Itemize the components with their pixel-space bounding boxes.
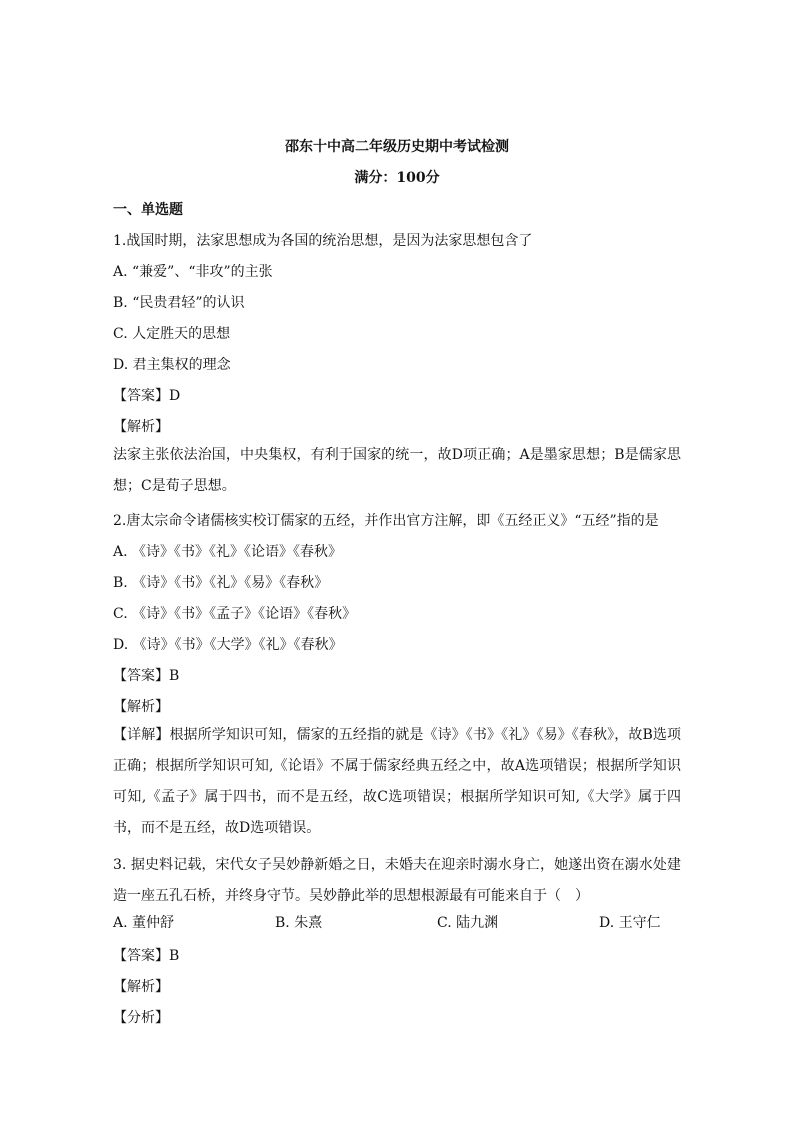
question-2-answer: 【答案】B	[113, 668, 180, 684]
question-1-analysis-label: 【解析】	[113, 419, 169, 435]
document-title: 邵东十中高二年级历史期中考试检测	[285, 139, 509, 155]
question-1-option-d: D. 君主集权的理念	[113, 357, 231, 373]
question-2-stem: 2.唐太宗命令诸儒核实校订儒家的五经，并作出官方注解，即《五经正义》“五经”指的是	[113, 513, 659, 529]
question-3-option-c: C. 陆九渊	[437, 915, 499, 931]
question-3-option-b: B. 朱熹	[275, 915, 323, 931]
question-1-option-c: C. 人定胜天的思想	[113, 326, 231, 342]
question-2-option-d: D. 《诗》《书》《大学》《礼》《春秋》	[113, 637, 343, 653]
question-2-analysis-label: 【解析】	[113, 699, 169, 715]
question-1-option-a: A. “兼爱”、“非攻”的主张	[113, 264, 273, 280]
question-3-analysis-label: 【解析】	[113, 979, 169, 995]
question-3-option-d: D. 王守仁	[599, 915, 661, 931]
question-3-answer: 【答案】B	[113, 948, 180, 964]
document-subtitle: 满分：100分	[354, 170, 440, 186]
question-1-analysis-text: 法家主张依法治国，中央集权，有利于国家的统一，故D项正确；A是墨家思想；B是儒家思想；C是荀子思想。	[113, 447, 681, 494]
question-2-option-c: C. 《诗》《书》《孟子》《论语》《春秋》	[113, 606, 357, 622]
question-2-option-a: A. 《诗》《书》《礼》《论语》《春秋》	[113, 544, 343, 560]
question-1-stem: 1.战国时期，法家思想成为各国的统治思想，是因为法家思想包含了	[113, 233, 533, 249]
question-3-analysis-sub: 【分析】	[113, 1010, 169, 1026]
question-2-analysis-text: 【详解】根据所学知识可知，儒家的五经指的就是《诗》《书》《礼》《易》《春秋》，故B选项正确；根据所学知识可知,《论语》不属于儒家经典五经之中，故A选项错误；根据所学知识可知,《孟子》属于四书，而不是五经，故C选项错误；根据所学知识可知,《大学》属于四书，而不是五经，故D选项错误。	[113, 727, 681, 836]
question-1-option-b: B. “民贵君轻”的认识	[113, 295, 245, 311]
section-heading: 一、单选题	[113, 202, 183, 218]
question-2-option-b: B. 《诗》《书》《礼》《易》《春秋》	[113, 575, 329, 591]
question-3-option-a: A. 董仲舒	[113, 915, 175, 931]
question-1-answer: 【答案】D	[113, 388, 181, 404]
question-3-stem: 3. 据史料记载，宋代女子吴妙静新婚之日，未婚夫在迎亲时溺水身亡，她遂出资在溺水处建造一座五孔石桥，并终身守节。吴妙静此举的思想根源最有可能来自于（ ）	[113, 857, 681, 904]
